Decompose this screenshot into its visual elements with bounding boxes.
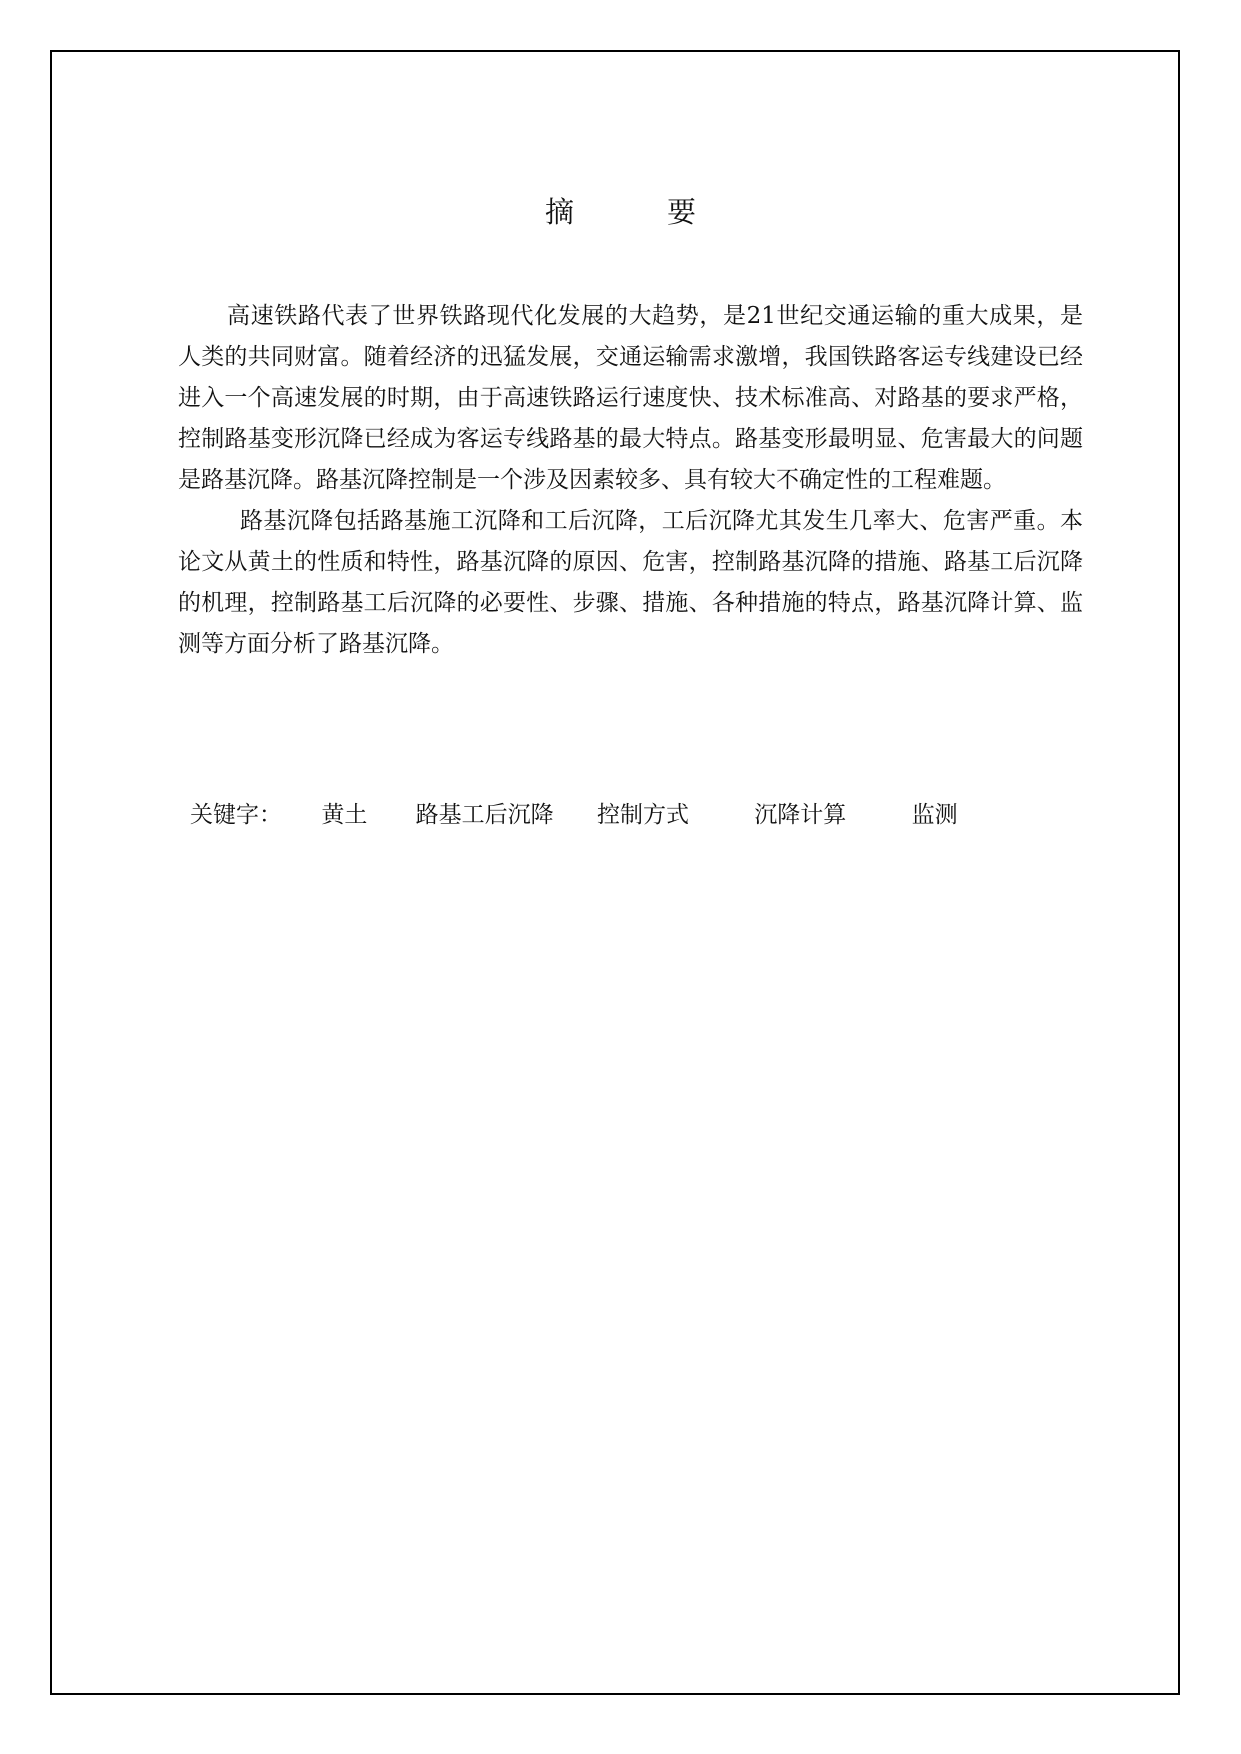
keyword: 黄土 — [321, 802, 368, 828]
abstract-title: 摘 要 — [544, 195, 728, 229]
abstract-paragraph: 路基沉降包括路基施工沉降和工后沉降，工后沉降尤其发生几率大、危害严重。本论文从黄土的性质和特性，路基沉降的原因、危害，控制路基沉降的措施、路基工后沉降的机理，控制路基工后沉降的必要性、步骤、措施、各种措施的特点，路基沉降计算、监测等方面分析了路基沉降。 — [178, 508, 1083, 657]
abstract-body — [178, 296, 1083, 665]
keywords-label: 关键字： — [190, 802, 282, 828]
keyword: 路基工后沉降 — [415, 802, 554, 828]
abstract-paragraph: 高速铁路代表了世界铁路现代化发展的大趋势，是21世纪交通运输的重大成果，是人类的共同财富。随着经济的迅猛发展，交通运输需求激增，我国铁路客运专线建设已经进入一个高速发展的时期，由于高速铁路运行速度快、技术标准高、对路基的要求严格， 控制路基变形沉降已经成为客运专线路基的最大特点。路基变形最明显、危害最大的问题是路基沉降。路基沉降控制是一个涉及因素较多、具有较大不确定性的工程难题。 — [178, 303, 1083, 493]
keyword: 控制方式 — [596, 802, 689, 828]
keyword: 沉降计算 — [754, 802, 847, 828]
keywords-line — [190, 798, 958, 832]
keyword: 监测 — [911, 802, 958, 828]
